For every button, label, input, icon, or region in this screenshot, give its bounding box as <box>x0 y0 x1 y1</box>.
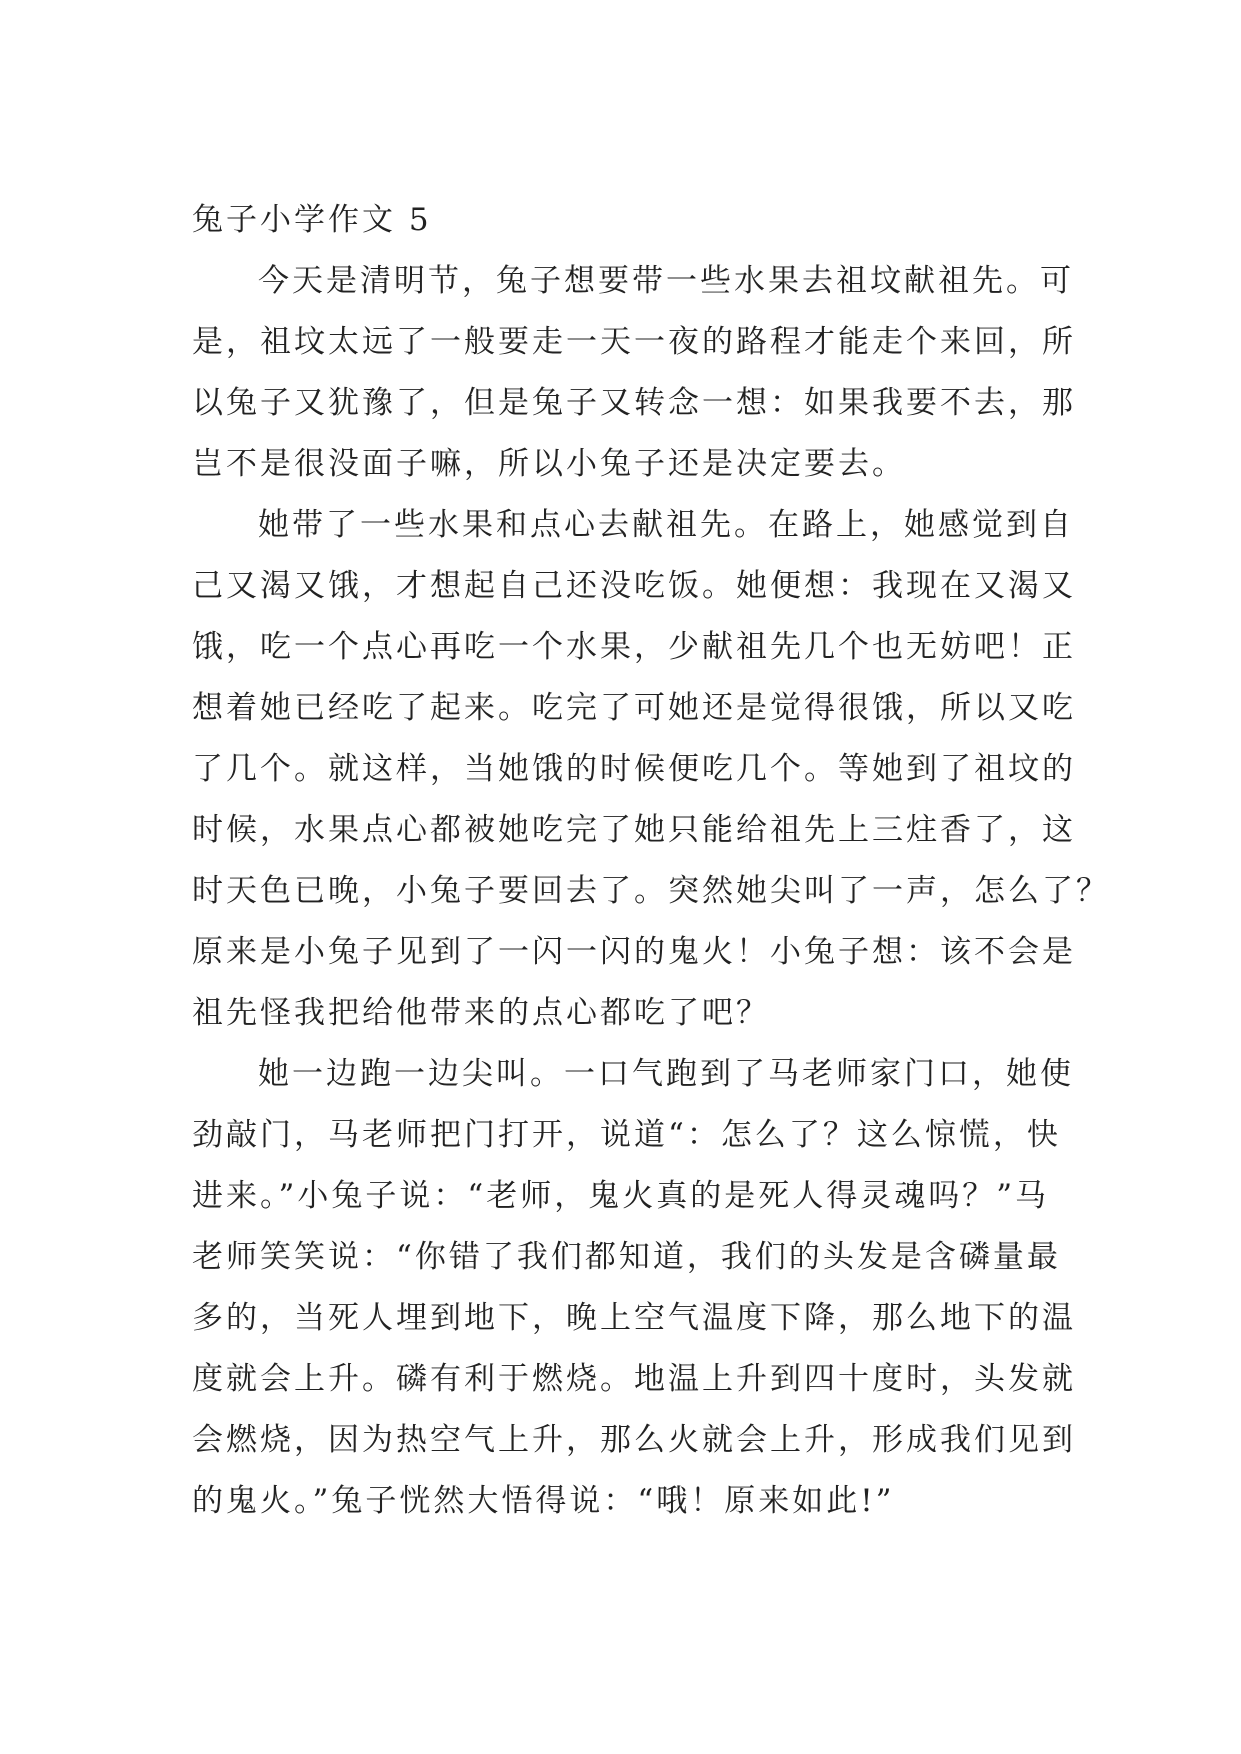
paragraph-line: 度就会上升。磷有利于燃烧。地温上升到四十度时，头发就 <box>192 1361 1076 1397</box>
paragraph-line: 老师笑笑说：“你错了我们都知道，我们的头发是含磷量最 <box>192 1239 1061 1275</box>
paragraph-1 <box>192 251 1076 495</box>
paragraph-line: 祖先怪我把给他带来的点心都吃了吧？ <box>192 995 770 1031</box>
paragraph-line: 进来。”小兔子说：“老师，鬼火真的是死人得灵魂吗？”马 <box>192 1178 1050 1214</box>
paragraph-line: 她一边跑一边尖叫。一口气跑到了马老师家门口，她使 <box>258 1056 1074 1092</box>
paragraph-2 <box>192 495 1110 1044</box>
paragraph-line: 以兔子又犹豫了，但是兔子又转念一想：如果我要不去，那 <box>192 385 1076 421</box>
paragraph-line: 劲敲门，马老师把门打开，说道“：怎么了？这么惊慌，快 <box>192 1117 1061 1153</box>
document-body <box>192 190 1110 1532</box>
paragraph-line: 她带了一些水果和点心去献祖先。在路上，她感觉到自 <box>258 507 1074 543</box>
paragraph-line: 是，祖坟太远了一般要走一天一夜的路程才能走个来回，所 <box>192 324 1076 360</box>
paragraph-line: 多的，当死人埋到地下，晚上空气温度下降，那么地下的温 <box>192 1300 1076 1336</box>
paragraph-line: 岂不是很没面子嘛，所以小兔子还是决定要去。 <box>192 446 906 482</box>
paragraph-line: 原来是小兔子见到了一闪一闪的鬼火！小兔子想：该不会是 <box>192 934 1076 970</box>
paragraph-line: 的鬼火。”兔子恍然大悟得说：“哦！原来如此!” <box>192 1483 895 1519</box>
paragraph-line: 想着她已经吃了起来。吃完了可她还是觉得很饿，所以又吃 <box>192 690 1076 726</box>
paragraph-line: 饿，吃一个点心再吃一个水果，少献祖先几个也无妨吧！正 <box>192 629 1076 665</box>
paragraph-line: 了几个。就这样，当她饿的时候便吃几个。等她到了祖坟的 <box>192 751 1076 787</box>
paragraph-line: 会燃烧，因为热空气上升，那么火就会上升，形成我们见到 <box>192 1422 1076 1458</box>
paragraph-line: 己又渴又饿，才想起自己还没吃饭。她便想：我现在又渴又 <box>192 568 1076 604</box>
document-title: 兔子小学作文 5 <box>192 202 432 238</box>
paragraph-line: 今天是清明节，兔子想要带一些水果去祖坟献祖先。可 <box>258 263 1074 299</box>
paragraph-line: 时天色已晚，小兔子要回去了。突然她尖叫了一声，怎么了？ <box>192 873 1110 909</box>
paragraph-line: 时候，水果点心都被她吃完了她只能给祖先上三炷香了，这 <box>192 812 1076 848</box>
paragraph-3 <box>192 1044 1076 1532</box>
